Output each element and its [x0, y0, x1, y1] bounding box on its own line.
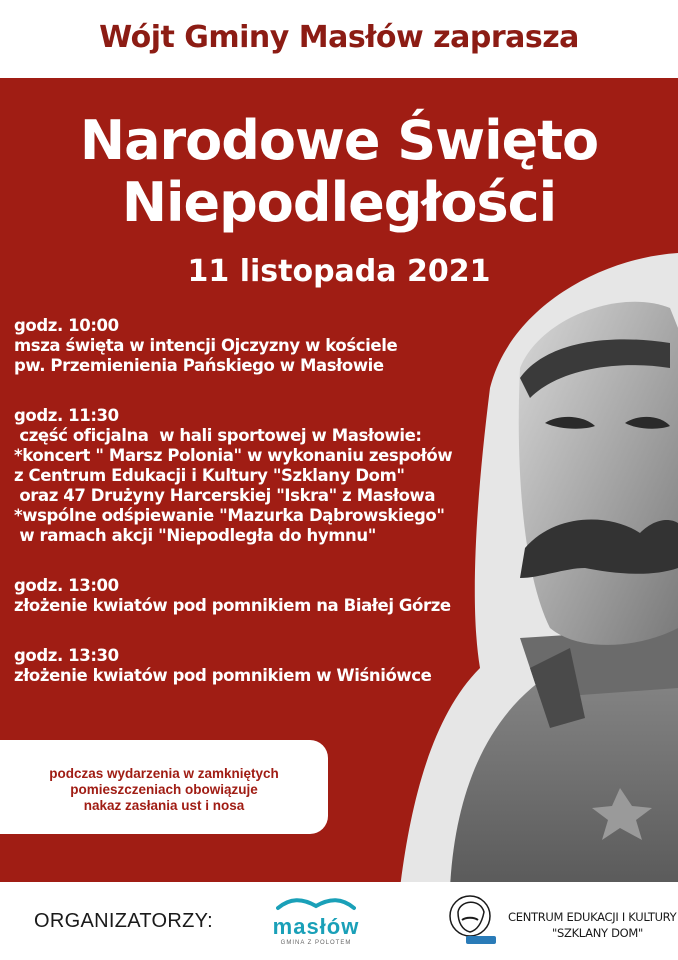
schedule-line: msza święta w intencji Ojczyzny w kościele [14, 336, 398, 355]
notice-text [0, 766, 328, 814]
schedule-time: godz. 13:00 [14, 576, 119, 595]
header [0, 0, 678, 78]
notice-line: nakaz zasłania ust i nosa [83, 798, 245, 813]
schedule-time: godz. 13:30 [14, 646, 119, 665]
notice-box [0, 740, 328, 834]
schedule-line: *wspólne odśpiewanie "Mazurka Dąbrowskiego" [14, 506, 445, 525]
schedule-line: *koncert " Marsz Polonia" w wykonaniu zespołów [14, 446, 453, 465]
schedule-time: godz. 10:00 [14, 316, 119, 335]
schedule-line: w ramach akcji "Niepodległa do hymnu" [14, 526, 376, 545]
notice-line: podczas wydarzenia w zamkniętych [49, 766, 279, 781]
maslow-logo [266, 894, 366, 954]
schedule-item [14, 646, 474, 686]
schedule-line: złożenie kwiatów pod pomnikiem na Białej Górze [14, 596, 451, 615]
footer [0, 882, 678, 960]
maslow-logo-name: masłów [272, 914, 360, 939]
title-line-1: Narodowe Święto [79, 109, 599, 172]
schedule-line: część oficjalna w hali sportowej w Masłowie: [14, 426, 422, 445]
schedule-item [14, 316, 474, 376]
poster-title [0, 110, 678, 234]
schedule-item [14, 576, 474, 616]
schedule-line: złożenie kwiatów pod pomnikiem w Wiśniówce [14, 666, 432, 685]
schedule-line: z Centrum Edukacji i Kultury "Szklany Dom" [14, 466, 405, 485]
cek-logo [444, 890, 677, 954]
title-line-2: Niepodległości [121, 171, 557, 234]
organizers-label: ORGANIZATORZY: [34, 910, 214, 932]
portrait-badge-icon [444, 890, 504, 950]
cek-logo-line-1: CENTRUM EDUKACJI I KULTURY [508, 910, 677, 924]
schedule-line: oraz 47 Drużyny Harcerskiej "Iskra" z Masłowa [14, 486, 436, 505]
schedule-line: pw. Przemienienia Pańskiego w Masłowie [14, 356, 384, 375]
poster-panel [0, 78, 678, 882]
schedule-item [14, 406, 474, 546]
cek-logo-line-2: "SZKLANY DOM" [552, 926, 644, 940]
event-date: 11 listopada 2021 [187, 254, 491, 289]
schedule [14, 316, 474, 716]
invite-heading: Wójt Gminy Masłów zaprasza [99, 20, 579, 55]
notice-line: pomieszczeniach obowiązuje [70, 782, 258, 797]
schedule-time: godz. 11:30 [14, 406, 119, 425]
wave-icon [276, 896, 356, 912]
maslow-logo-tagline: GMINA Z POLOTEM [280, 940, 352, 946]
